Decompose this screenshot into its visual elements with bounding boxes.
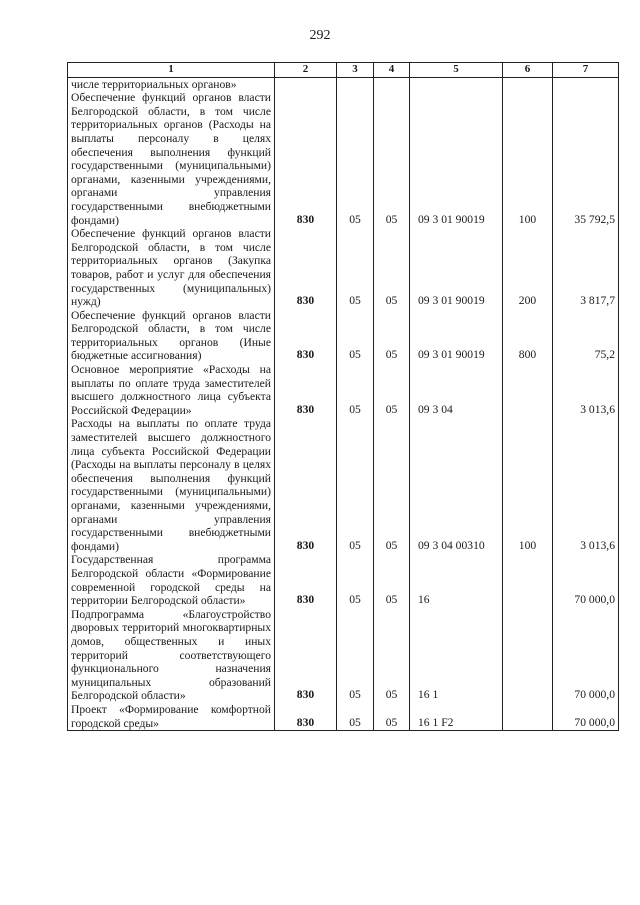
- row-subsection: 05: [374, 309, 410, 363]
- column-header: 1: [68, 63, 275, 78]
- table-row: [68, 77, 619, 91]
- row-section: 05: [337, 309, 374, 363]
- row-code: 830: [275, 417, 337, 553]
- row-section: [337, 77, 374, 91]
- row-description: Обеспечение функций органов власти Белгородской области, в том числе территориальных органов (Закупка товаров, работ и услуг для обеспечения государственных (муниципальных) нужд): [68, 227, 275, 309]
- table-row: [68, 309, 619, 363]
- table-row: [68, 91, 619, 227]
- row-amount: [553, 77, 619, 91]
- row-target-article: 09 3 01 90019: [410, 91, 503, 227]
- row-expense-type: 200: [503, 227, 553, 309]
- budget-table: [67, 62, 619, 731]
- row-amount: 35 792,5: [553, 91, 619, 227]
- row-expense-type: [503, 703, 553, 731]
- row-code: 830: [275, 227, 337, 309]
- row-code: 830: [275, 363, 337, 417]
- row-code: 830: [275, 608, 337, 703]
- row-amount: 70 000,0: [553, 608, 619, 703]
- column-header: 3: [337, 63, 374, 78]
- row-expense-type: 100: [503, 417, 553, 553]
- row-target-article: 16: [410, 553, 503, 607]
- row-target-article: 16 1 F2: [410, 703, 503, 731]
- row-description: Проект «Формирование комфортной городской среды»: [68, 703, 275, 731]
- row-section: 05: [337, 417, 374, 553]
- row-expense-type: [503, 363, 553, 417]
- column-header: 5: [410, 63, 503, 78]
- column-header: 6: [503, 63, 553, 78]
- row-subsection: 05: [374, 363, 410, 417]
- row-code: 830: [275, 703, 337, 731]
- row-description: Расходы на выплаты по оплате труда заместителей высшего должностного лица субъекта Российской Федерации (Расходы на выплаты персоналу в целях обеспечения выполнения функций государственными (муниципальными) органами, казенными учреждениями, органами управления государственными внебюджетными фондами): [68, 417, 275, 553]
- table-header-row: [68, 63, 619, 78]
- row-amount: 70 000,0: [553, 553, 619, 607]
- row-expense-type: [503, 608, 553, 703]
- row-description: числе территориальных органов»: [68, 77, 275, 91]
- row-subsection: 05: [374, 417, 410, 553]
- row-code: 830: [275, 91, 337, 227]
- row-description: Подпрограмма «Благоустройство дворовых территорий многоквартирных домов, общественных и иных территорий соответствующего функционального назначения муниципальных образований Белгородской области»: [68, 608, 275, 703]
- row-amount: 3 817,7: [553, 227, 619, 309]
- row-section: 05: [337, 91, 374, 227]
- row-subsection: 05: [374, 608, 410, 703]
- row-target-article: [410, 77, 503, 91]
- row-target-article: 09 3 01 90019: [410, 309, 503, 363]
- row-expense-type: [503, 553, 553, 607]
- row-expense-type: 100: [503, 91, 553, 227]
- column-header: 2: [275, 63, 337, 78]
- row-section: 05: [337, 608, 374, 703]
- table-row: [68, 417, 619, 553]
- row-section: 05: [337, 227, 374, 309]
- row-code: 830: [275, 553, 337, 607]
- row-subsection: [374, 77, 410, 91]
- row-description: Обеспечение функций органов власти Белгородской области, в том числе территориальных органов (Расходы на выплаты персоналу в целях обеспечения выполнения функций государственными (муниципальными) органами, казенными учреждениями, органами управления государственными внебюджетными фондами): [68, 91, 275, 227]
- row-description: Государственная программа Белгородской области «Формирование современной городской среды на территории Белгородской области»: [68, 553, 275, 607]
- row-amount: 3 013,6: [553, 417, 619, 553]
- table-row: [68, 703, 619, 731]
- row-subsection: 05: [374, 227, 410, 309]
- row-target-article: 09 3 04 00310: [410, 417, 503, 553]
- row-description: Основное мероприятие «Расходы на выплаты по оплате труда заместителей высшего должностного лица субъекта Российской Федерации»: [68, 363, 275, 417]
- row-target-article: 16 1: [410, 608, 503, 703]
- row-subsection: 05: [374, 91, 410, 227]
- row-target-article: 09 3 04: [410, 363, 503, 417]
- page-number: 292: [309, 28, 331, 43]
- column-header: 4: [374, 63, 410, 78]
- row-amount: 75,2: [553, 309, 619, 363]
- row-subsection: 05: [374, 553, 410, 607]
- row-section: 05: [337, 703, 374, 731]
- row-section: 05: [337, 363, 374, 417]
- row-code: 830: [275, 309, 337, 363]
- row-expense-type: [503, 77, 553, 91]
- table-row: [68, 553, 619, 607]
- row-target-article: 09 3 01 90019: [410, 227, 503, 309]
- table-row: [68, 363, 619, 417]
- column-header: 7: [553, 63, 619, 78]
- row-description: Обеспечение функций органов власти Белгородской области, в том числе территориальных органов (Иные бюджетные ассигнования): [68, 309, 275, 363]
- row-amount: 3 013,6: [553, 363, 619, 417]
- row-expense-type: 800: [503, 309, 553, 363]
- row-code: [275, 77, 337, 91]
- table-row: [68, 227, 619, 309]
- row-subsection: 05: [374, 703, 410, 731]
- table-row: [68, 608, 619, 703]
- row-amount: 70 000,0: [553, 703, 619, 731]
- row-section: 05: [337, 553, 374, 607]
